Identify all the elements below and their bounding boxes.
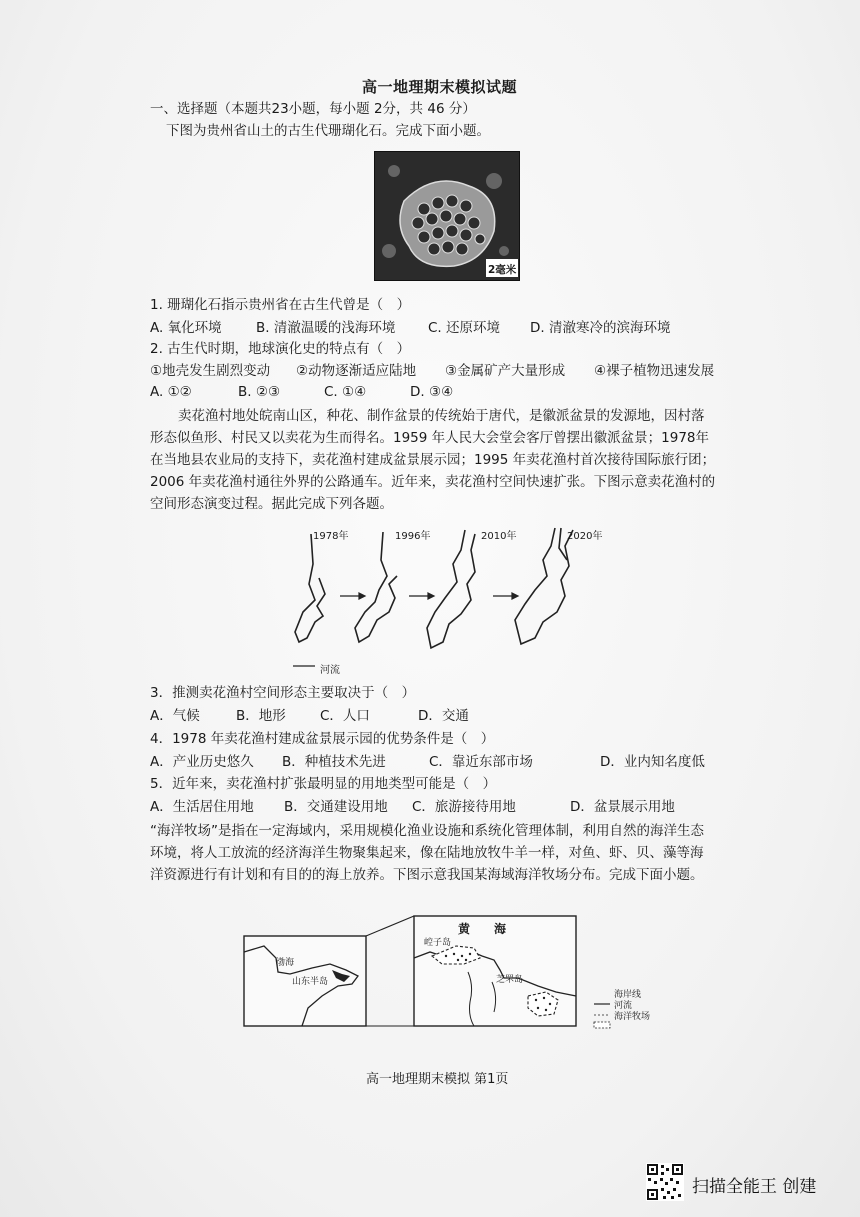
q2-stem: 2. 古生代时期，地球演化史的特点有（ ） (150, 341, 411, 357)
q2-statement-3: ③金属矿产大量形成 (445, 363, 566, 379)
map-label-shandong-peninsula: 山东半岛 (292, 977, 329, 987)
q5-stem: 5．近年来，卖花渔村扩张最明显的用地类型可能是（ ） (150, 776, 497, 792)
map-label-bohai: 渤海 (276, 958, 295, 968)
map-legend-river: 河流 (614, 1001, 633, 1011)
q3-option-b: B．地形 (236, 708, 286, 724)
q1-option-d: D. 清澈寒冷的滨海环境 (530, 320, 671, 336)
map-legend-marine-ranch: 海洋牧场 (614, 1012, 651, 1022)
coral-intro: 下图为贵州省山土的古生代珊瑚化石。完成下面小题。 (166, 123, 490, 139)
scanner-watermark: 扫描全能王 创建 (692, 1177, 817, 1197)
map-label-yellow-sea: 黄 海 (458, 922, 507, 936)
section-heading: 一、选择题（本题共23小题，每小题 2分，共 46 分） (150, 101, 476, 117)
village-evolution-figure (285, 520, 615, 670)
q2-option-b: B. ②③ (238, 384, 281, 400)
q2-option-d: D. ③④ (410, 384, 454, 400)
q4-option-d: D．业内知名度低 (600, 754, 705, 770)
q2-option-c: C. ①④ (324, 384, 367, 400)
q1-stem: 1. 珊瑚化石指示贵州省在古生代曾是（ ） (150, 297, 411, 313)
exam-title: 高一地理期末模拟试题 (362, 78, 518, 96)
q2-statement-4: ④裸子植物迅速发展 (594, 363, 715, 379)
year-label-1978: 1978年 (313, 531, 349, 542)
map-label-zhifu-island: 芝罘岛 (496, 975, 524, 985)
map-legend-coastline: 海岸线 (614, 990, 642, 1000)
coral-scale-label: 2毫米 (488, 264, 517, 276)
q4-option-a: A．产业历史悠久 (150, 754, 254, 770)
q3-option-a: A．气候 (150, 708, 200, 724)
river-legend-label: 河流 (320, 665, 340, 676)
q4-option-c: C．靠近东部市场 (429, 754, 533, 770)
q1-option-b: B. 清澈温暖的浅海环境 (256, 320, 396, 336)
ranch-paragraph: “海洋牧场”是指在一定海域内，采用规模化渔业设施和系统化管理体制，利用自然的海洋生态环境，将人工放流的经济海洋生物聚集起来，像在陆地放牧牛羊一样，对鱼、虾、贝、藻等海洋资源进行有计划和有目的的海上放养。下图示意我国某海域海洋牧场分布。完成下面小题。 (150, 823, 704, 883)
q3-option-d: D．交通 (418, 708, 469, 724)
q5-option-a: A．生活居住用地 (150, 799, 254, 815)
qr-code-icon (646, 1163, 684, 1201)
q1-option-a: A. 氧化环境 (150, 320, 222, 336)
year-label-2010: 2010年 (481, 531, 517, 542)
village-paragraph: 卖花渔村地处皖南山区，种花、制作盆景的传统始于唐代，是徽派盆景的发源地，因村落形态似鱼形、村民又以卖花为生而得名。1959 年人民大会堂会客厅曾摆出徽派盆景；1978年在当地县农业局的支持下，卖花渔村建成盆景展示园；1995 年卖花渔村首次接待国际旅行团；2006 年卖花渔村通往外界的公路通车。近年来，卖花渔村空间快速扩张。下图示意卖花渔村的空间形态演变过程。据此完成下列各题。 (150, 408, 716, 512)
q2-statement-2: ②动物逐渐适应陆地 (296, 363, 417, 379)
year-label-1996: 1996年 (395, 531, 431, 542)
map-label-kongdong-island: 崆子岛 (424, 938, 452, 948)
q4-option-b: B．种植技术先进 (282, 754, 386, 770)
q4-stem: 4．1978 年卖花渔村建成盆景展示园的优势条件是（ ） (150, 731, 495, 747)
year-label-2020: 2020年 (567, 531, 603, 542)
q5-option-c: C．旅游接待用地 (412, 799, 516, 815)
q5-option-b: B．交通建设用地 (284, 799, 388, 815)
q3-option-c: C．人口 (320, 708, 370, 724)
q5-option-d: D．盆景展示用地 (570, 799, 675, 815)
q1-option-c: C. 还原环境 (428, 320, 501, 336)
q2-option-a: A. ①② (150, 384, 192, 400)
page-footer: 高一地理期末模拟 第1页 (366, 1072, 509, 1087)
q2-statement-1: ①地壳发生剧烈变动 (150, 363, 271, 379)
q3-stem: 3．推测卖花渔村空间形态主要取决于（ ） (150, 685, 416, 701)
marine-ranch-map (242, 912, 662, 1030)
